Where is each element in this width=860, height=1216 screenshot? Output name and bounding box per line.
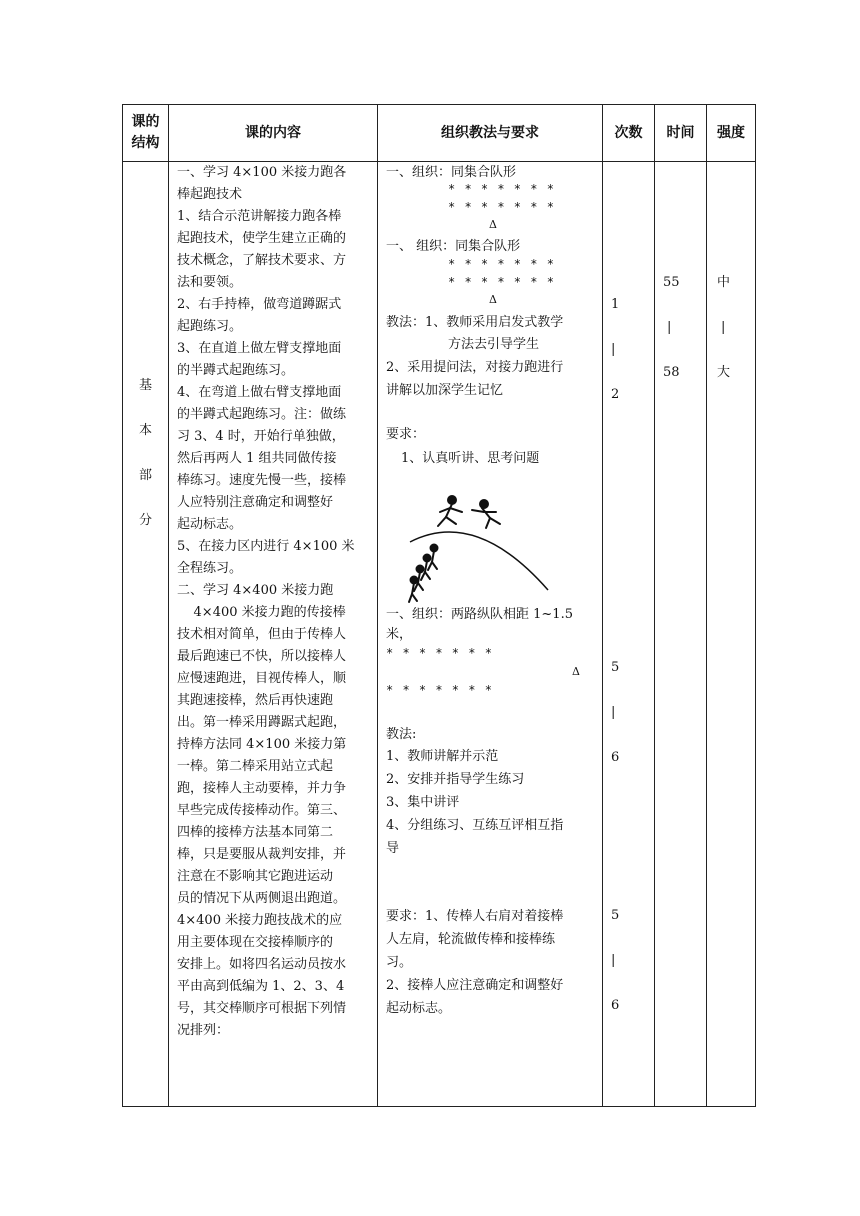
req2-line: 要求：1、传棒人右肩对着接棒 <box>386 909 564 924</box>
lesson-plan-table <box>122 104 756 1107</box>
header-count: 次数 <box>603 105 655 162</box>
content-line: 的半蹲式起跑练习。 <box>177 363 295 378</box>
content-line: 用主要体现在交接棒顺序的 <box>177 935 334 950</box>
content-line: 一棒。第二棒采用站立式起 <box>177 759 334 774</box>
count-value: 5 <box>611 908 620 923</box>
org-2: 一、 组织：同集合队形 <box>386 239 521 254</box>
teach-item: 4、分组练习、互练互评相互指 <box>386 818 564 833</box>
content-line: 然后再两人 1 组共同做传接 <box>177 451 337 466</box>
intensity-dash: | <box>721 320 726 335</box>
count-value: 2 <box>611 387 620 402</box>
teach-b1: 2、采用提问法，对接力跑进行 <box>386 360 564 375</box>
content-line: 持棒方法同 4×100 米接力第 <box>177 737 347 752</box>
teach-item: 1、教师讲解并示范 <box>386 749 499 764</box>
count-value: 6 <box>611 750 620 765</box>
content-line: 平由高到低编为 1、2、3、4 <box>177 979 345 994</box>
teacher-triangle: Δ <box>572 665 580 678</box>
content-line: 应慢速跑进，目视传棒人，顺 <box>177 671 347 686</box>
intensity-value: 大 <box>717 365 731 380</box>
content-line: 出。第一棒采用蹲踞式起跑， <box>177 715 347 730</box>
content-line: 3、在直道上做左臂支撑地面 <box>177 341 342 356</box>
content-line: 习 3、4 时，开始行单独做， <box>177 429 345 444</box>
content-line: 跑，接棒人主动要棒，并力争 <box>177 781 347 796</box>
header-row <box>123 105 756 162</box>
teacher-triangle: Δ <box>489 218 497 231</box>
teach-a2: 方法去引导学生 <box>448 337 540 352</box>
content-line: 4×400 米接力跑技战术的应 <box>177 913 343 928</box>
time-value: 58 <box>663 365 680 380</box>
content-line: 安排上。如将四名运动员按水 <box>177 957 347 972</box>
teach-a1: 教法：1、教师采用启发式教学 <box>386 315 564 330</box>
teach-item: 3、集中讲评 <box>386 795 460 810</box>
wide-stars-row: * * * * * * * <box>386 683 493 697</box>
content-line: 棒练习。速度先慢一些，接棒 <box>177 473 347 488</box>
formation-stars: * * * * * * * <box>448 257 555 271</box>
header-intensity: 强度 <box>707 105 756 162</box>
content-line: 员的情况下从两侧退出跑道。 <box>177 891 347 906</box>
formation-stars: * * * * * * * <box>448 275 555 289</box>
content-line: 二、学习 4×400 米接力跑 <box>177 583 334 598</box>
formation-stars: * * * * * * * <box>448 182 555 196</box>
time-cell <box>655 162 707 1107</box>
content-line: 一、学习 4×100 米接力跑各 <box>177 165 347 180</box>
content-line: 注意在不影响其它跑进运动 <box>177 869 334 884</box>
teacher-triangle: Δ <box>489 293 497 306</box>
req2-line: 2、接棒人应注意确定和调整好 <box>386 978 564 993</box>
wide-stars-row: * * * * * * * <box>386 646 493 660</box>
req2-line: 人左肩，轮流做传棒和接棒练 <box>386 932 556 947</box>
content-line: 棒，只是要服从裁判安排，并 <box>177 847 347 862</box>
lesson-plan-sheet <box>122 104 755 1107</box>
content-line: 棒起跑技术 <box>177 187 243 202</box>
structure-char: 部 <box>138 468 152 483</box>
content-text <box>177 162 372 1042</box>
content-line: 技术概念，了解技术要求、方 <box>177 253 347 268</box>
content-line: 起跑技术，使学生建立正确的 <box>177 231 347 246</box>
count-dash: | <box>611 705 616 720</box>
count-dash: | <box>611 342 616 357</box>
header-method: 组织教法与要求 <box>378 105 603 162</box>
count-value: 1 <box>611 297 620 312</box>
structure-cell <box>123 162 169 1107</box>
count-value: 6 <box>611 998 620 1013</box>
runner-figure <box>409 577 418 603</box>
time-dash: | <box>667 320 672 335</box>
structure-char: 本 <box>138 423 152 438</box>
relay-runners-illustration <box>406 490 556 605</box>
structure-char: 分 <box>138 513 152 528</box>
time-value: 55 <box>663 275 680 290</box>
runner-figure <box>438 496 462 526</box>
org-3-line1: 一、组织：两路纵队相距 1~1.5 <box>386 607 573 622</box>
teach-item: 导 <box>386 841 400 856</box>
content-line: 早些完成传接棒动作。第三、 <box>177 803 347 818</box>
header-time: 时间 <box>655 105 707 162</box>
org-3-line2: 米， <box>386 627 413 642</box>
content-line: 起跑练习。 <box>177 319 243 334</box>
intensity-cell <box>707 162 756 1107</box>
intensity-value: 中 <box>717 275 731 290</box>
formation-stars: * * * * * * * <box>448 200 555 214</box>
header-structure: 课的 结构 <box>123 105 169 162</box>
req-title: 要求： <box>386 427 426 442</box>
header-content: 课的内容 <box>169 105 378 162</box>
teach-item: 2、安排并指导学生练习 <box>386 772 525 787</box>
body-row <box>123 162 756 1107</box>
method-cell <box>378 162 603 1107</box>
content-line: 其跑速接棒，然后再快速跑 <box>177 693 334 708</box>
content-line: 起动标志。 <box>177 517 243 532</box>
req2-line: 起动标志。 <box>386 1001 452 1016</box>
teach-b2: 讲解以加深学生记忆 <box>386 383 504 398</box>
req2-line: 习。 <box>386 955 413 970</box>
org-1: 一、组织：同集合队形 <box>386 165 517 180</box>
content-line: 法和要领。 <box>177 275 243 290</box>
teach-title: 教法: <box>386 727 417 742</box>
content-line: 最后跑速已不快，所以接棒人 <box>177 649 347 664</box>
content-line: 况排列： <box>177 1023 230 1038</box>
track-curve-line <box>410 532 548 590</box>
count-value: 5 <box>611 660 620 675</box>
content-line: 号，其交棒顺序可根据下列情 <box>177 1001 347 1016</box>
count-cell <box>603 162 655 1107</box>
content-line: 四棒的接棒方法基本同第二 <box>177 825 334 840</box>
runner-figure <box>472 500 500 528</box>
content-line: 4、在弯道上做右臂支撑地面 <box>177 385 342 400</box>
count-dash: | <box>611 953 616 968</box>
content-line: 2、右手持棒，做弯道蹲踞式 <box>177 297 342 312</box>
content-line: 全程练习。 <box>177 561 243 576</box>
content-line: 的半蹲式起跑练习。注：做练 <box>177 407 347 422</box>
content-line: 4×400 米接力跑的传接棒 <box>177 605 346 620</box>
content-line: 技术相对简单，但由于传棒人 <box>177 627 347 642</box>
req-1: 1、认真听讲、思考问题 <box>401 451 540 466</box>
content-line: 1、结合示范讲解接力跑各棒 <box>177 209 342 224</box>
content-line: 5、在接力区内进行 4×100 米 <box>177 539 355 554</box>
structure-char: 基 <box>138 378 152 393</box>
content-line: 人应特别注意确定和调整好 <box>177 495 334 510</box>
content-cell <box>169 162 378 1107</box>
